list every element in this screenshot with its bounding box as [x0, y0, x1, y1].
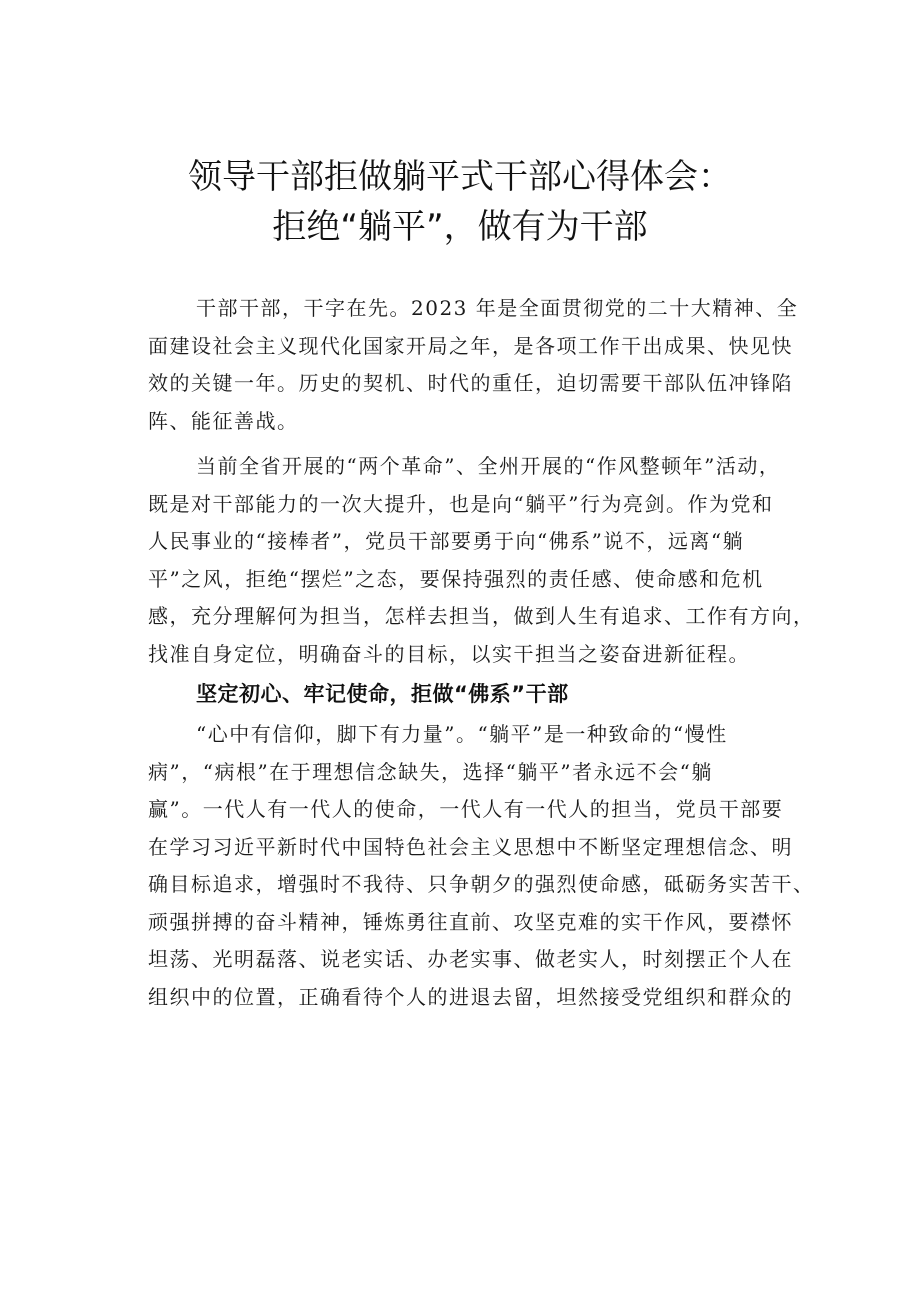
paragraph-line: 干部干部，干字在先。2023 年是全面贯彻党的二十大精神、全 [196, 296, 799, 320]
paragraph-2 [148, 448, 828, 673]
paragraph-line: 组织中的位置，正确看待个人的进退去留，坦然接受党组织和群众的 [148, 984, 793, 1009]
title-line-1: 领导干部拒做躺平式干部心得体会： [188, 157, 732, 197]
paragraph-1 [148, 290, 828, 440]
document-title [0, 152, 920, 252]
paragraph-line: “心中有信仰，脚下有力量”。“躺平”是一种致命的“慢性 [196, 722, 728, 746]
paragraph-line: 人民事业的“接棒者”，党员干部要勇于向“佛系”说不，远离“躺 [148, 529, 745, 553]
paragraph-line: 面建设社会主义现代化国家开局之年，是各项工作干出成果、快见快 [148, 333, 793, 358]
paragraph-line: 平”之风，拒绝“摆烂”之态，要保持强烈的责任感、使命感和危机 [148, 566, 764, 591]
paragraph-3 [148, 716, 828, 1016]
paragraph-line: 确目标追求，增强时不我待、只争朝夕的强烈使命感，砥砺务实苦干、 [148, 872, 815, 896]
paragraph-line: 在学习习近平新时代中国特色社会主义思想中不断坚定理想信念、明 [148, 834, 793, 859]
paragraph-line: 感，充分理解何为担当，怎样去担当，做到人生有追求、工作有方向， [148, 604, 815, 628]
paragraph-line: 当前全省开展的“两个革命”、全州开展的“作风整顿年”活动， [196, 454, 781, 478]
paragraph-line: 既是对干部能力的一次大提升，也是向“躺平”行为亮剑。作为党和 [148, 491, 774, 516]
paragraph-line: 效的关键一年。历史的契机、时代的重任，迫切需要干部队伍冲锋陷 [148, 371, 793, 395]
paragraph-line: 赢”。一代人有一代人的使命，一代人有一代人的担当，党员干部要 [148, 797, 784, 821]
paragraph-line: 坦荡、光明磊落、说老实话、办老实事、做老实人，时刻摆正个人在 [148, 947, 793, 971]
paragraph-line: 病”，“病根”在于理想信念缺失，选择“躺平”者永远不会“躺 [148, 759, 713, 784]
paragraph-line: 阵、能征善战。 [148, 408, 299, 433]
title-line-2: 拒绝“躺平”，做有为干部 [272, 207, 648, 247]
paragraph-line: 找准自身定位，明确奋斗的目标，以实干担当之姿奋进新征程。 [148, 641, 750, 666]
document-body [148, 290, 828, 1016]
section-heading: 坚定初心、牢记使命，拒做“佛系”干部 [196, 682, 569, 706]
paragraph-line: 顽强拼搏的奋斗精神，锤炼勇往直前、攻坚克难的实干作风，要襟怀 [148, 909, 793, 934]
